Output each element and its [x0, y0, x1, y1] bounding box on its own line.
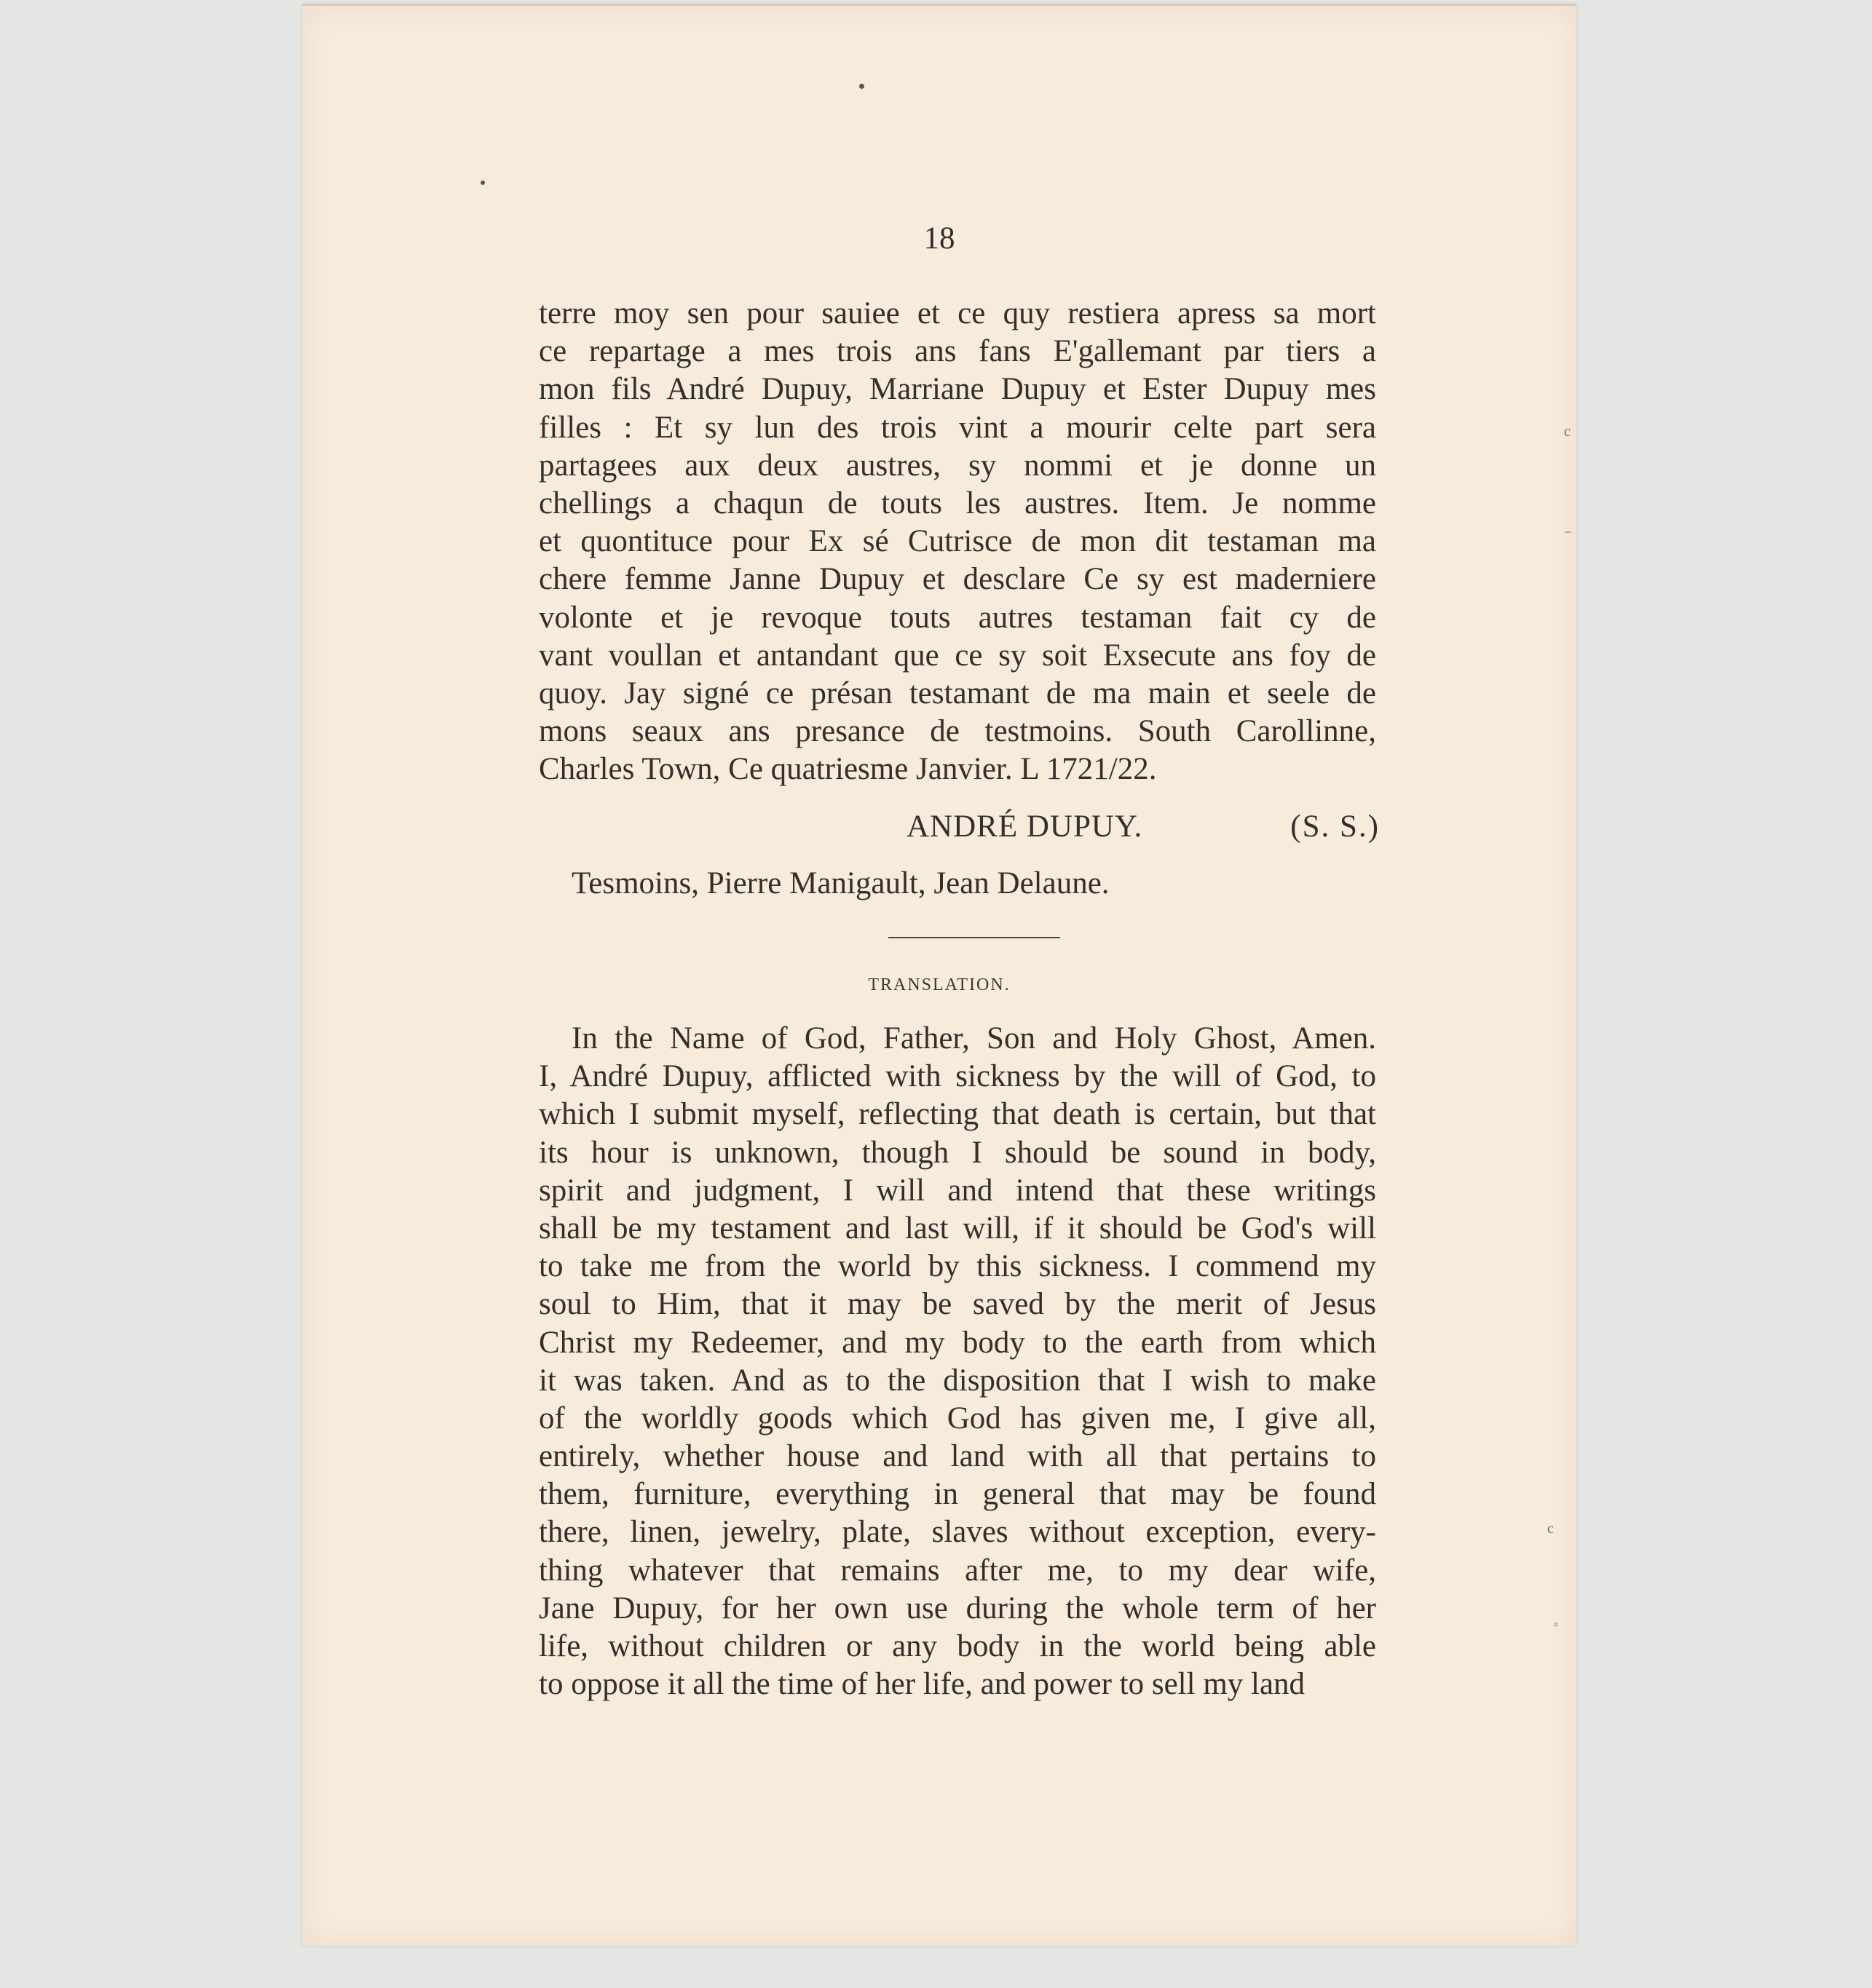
translation-text-line: shall be my testament and last will, if it should be God's will — [539, 1211, 1376, 1246]
signatory-name: ANDRÉ DUPUY. — [907, 809, 1143, 844]
french-text-line: filles : Et sy lun des trois vint a mourir celte part sera — [539, 410, 1376, 445]
translation-text-line: it was taken. And as to the disposition that I wish to make — [539, 1363, 1376, 1398]
french-will-text — [539, 295, 1376, 788]
section-divider — [888, 937, 1060, 938]
translation-text-line: entirely, whether house and land with all that pertains to — [539, 1439, 1376, 1474]
translation-text-line: which I submit myself, reflecting that death is certain, but that — [539, 1097, 1376, 1132]
translation-text-line: In the Name of God, Father, Son and Holy Ghost, Amen. — [572, 1021, 1376, 1056]
translation-text-line: of the worldly goods which God has given me, I give all, — [539, 1401, 1376, 1435]
french-text-line: vant voullan et antandant que ce sy soit Exsecute ans foy de — [539, 638, 1376, 673]
french-text-line: volonte et je revoque touts autres testaman fait cy de — [539, 600, 1376, 635]
translation-text-line: to oppose it all the time of her life, and power to sell my land — [539, 1667, 1306, 1702]
ink-speck — [859, 84, 864, 89]
french-text-line: terre moy sen pour sauiee et ce quy restiera apress sa mort — [539, 296, 1376, 330]
french-text-line: quoy. Jay signé ce présan testamant de ma main et seele de — [539, 676, 1376, 710]
signature-line — [907, 807, 1380, 847]
french-text-line: Charles Town, Ce quatriesme Janvier. L 1721/22. — [539, 752, 1157, 787]
book-page — [302, 4, 1576, 1946]
french-text-line: chere femme Janne Dupuy et desclare Ce sy est maderniere — [539, 562, 1376, 597]
french-text-line: partagees aux deux austres, sy nommi et je donne un — [539, 448, 1376, 483]
translation-text-line: soul to Him, that it may be saved by the merit of Jesus — [539, 1287, 1376, 1322]
french-text-line: ce repartage a mes trois ans fans E'gallemant par tiers a — [539, 334, 1376, 369]
edge-speck: ⁻ — [1564, 527, 1572, 543]
ink-speck — [481, 181, 485, 185]
translation-text-line: I, André Dupuy, afflicted with sickness by the will of God, to — [539, 1059, 1376, 1094]
translation-text-line: spirit and judgment, I will and intend that these writings — [539, 1173, 1376, 1208]
translation-text — [539, 1020, 1376, 1703]
translation-text-line: Jane Dupuy, for her own use during the whole term of her — [539, 1591, 1376, 1625]
french-text-line: et quontituce pour Ex sé Cutrisce de mon dit testaman ma — [539, 524, 1376, 559]
translation-text-line: life, without children or any body in the world being able — [539, 1629, 1376, 1663]
translation-text-line: to take me from the world by this sickness. I commend my — [539, 1249, 1376, 1284]
seal-mark: (S. S.) — [1290, 809, 1380, 844]
translation-text-line: them, furniture, everything in general that may be found — [539, 1477, 1376, 1512]
french-text-line: mons seaux ans presance de testmoins. South Carollinne, — [539, 714, 1376, 749]
translation-text-line: its hour is unknown, though I should be sound in body, — [539, 1135, 1376, 1170]
edge-speck: ◦ — [1553, 1617, 1559, 1633]
page-number: 18 — [923, 221, 955, 256]
translation-text-line: Christ my Redeemer, and my body to the earth from which — [539, 1325, 1376, 1360]
edge-speck: c — [1547, 1521, 1554, 1537]
section-heading: TRANSLATION. — [868, 975, 1011, 994]
french-text-line: mon fils André Dupuy, Marriane Dupuy et Ester Dupuy mes — [539, 372, 1376, 407]
witnesses-line: Tesmoins, Pierre Manigault, Jean Delaune. — [572, 866, 1110, 900]
translation-text-line: there, linen, jewelry, plate, slaves without exception, every- — [539, 1515, 1376, 1550]
french-text-line: chellings a chaqun de touts les austres. Item. Je nomme — [539, 486, 1376, 520]
translation-text-line: thing whatever that remains after me, to my dear wife, — [539, 1553, 1376, 1588]
edge-speck: c — [1564, 424, 1571, 440]
